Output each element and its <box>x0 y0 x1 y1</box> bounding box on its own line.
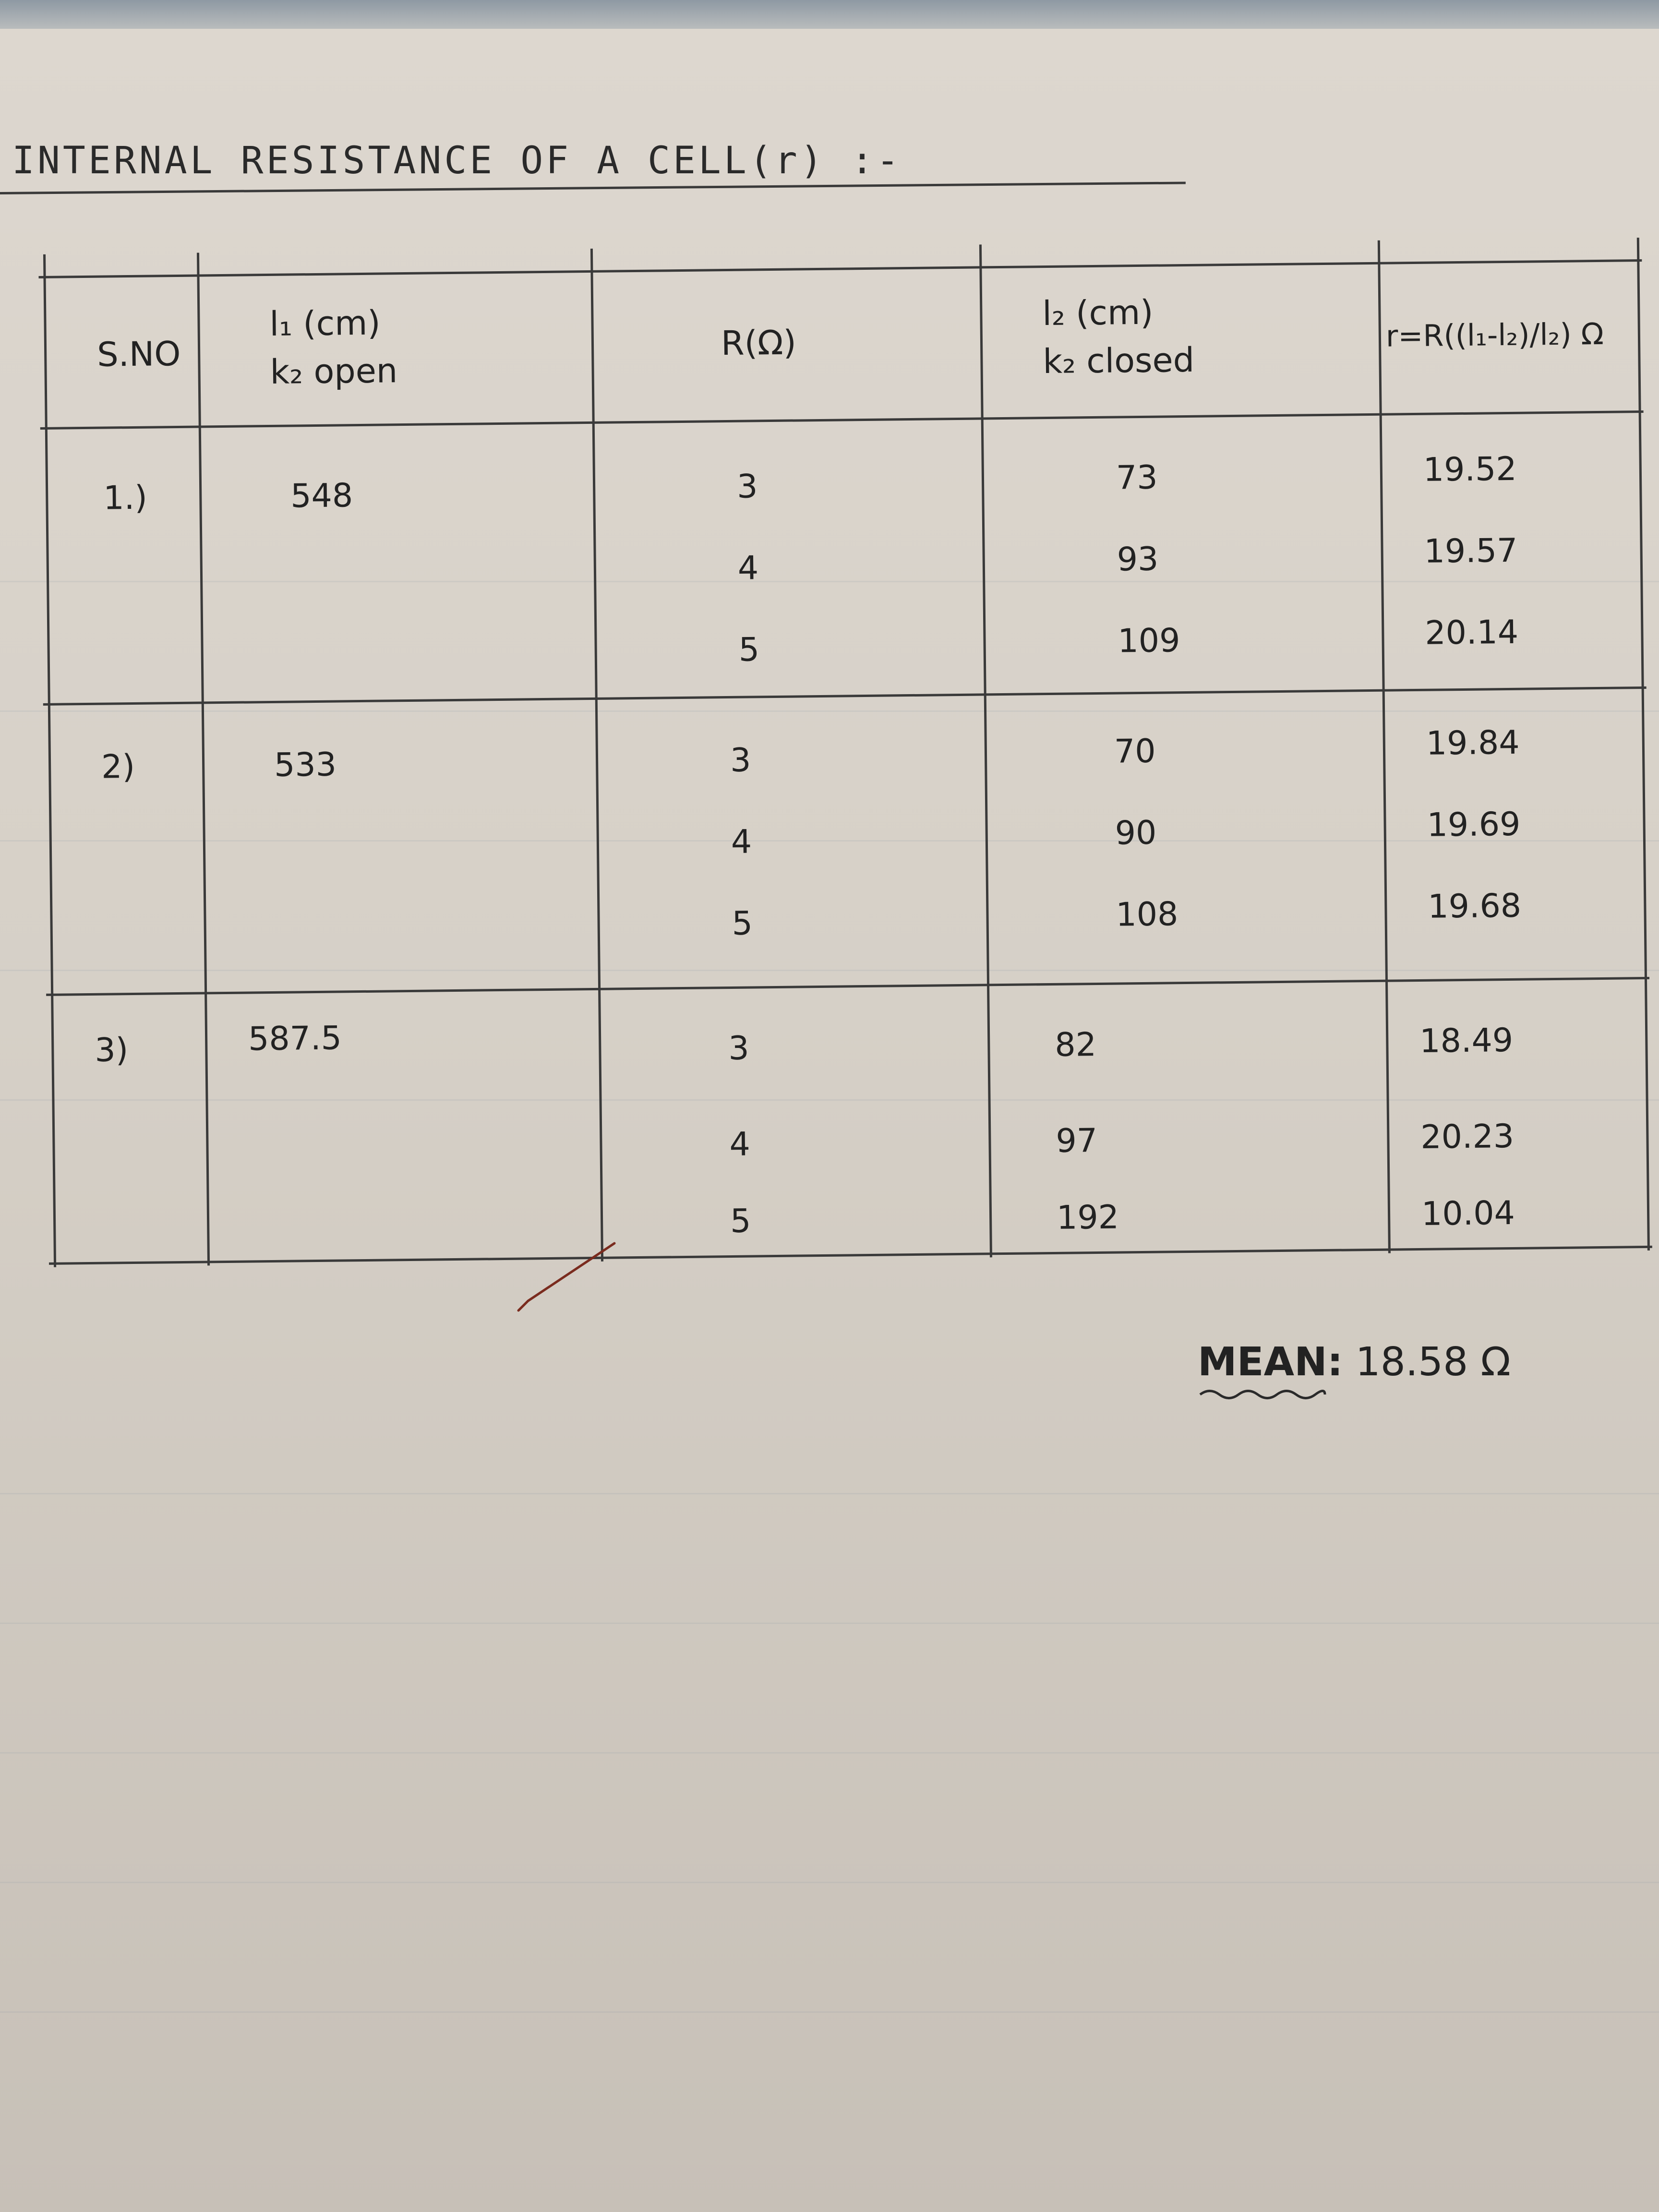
group-3-row-3-R: 5 <box>730 1202 751 1241</box>
group-2-l1: 533 <box>274 745 337 784</box>
group-2-row-2-l2: 90 <box>1115 814 1157 853</box>
group-1-row-2-r: 19.57 <box>1424 531 1518 571</box>
col-divider-l1 <box>590 249 603 1262</box>
mean-label: MEAN: <box>1198 1339 1343 1385</box>
group-2-row-2-R: 4 <box>731 823 752 861</box>
group-2-sno: 2) <box>101 747 135 786</box>
header-l1-line2: k₂ open <box>270 351 398 392</box>
faint-ruled-line <box>0 1882 1659 1883</box>
group-2-row-1-l2: 70 <box>1114 732 1156 771</box>
header-l2-line2: k₂ closed <box>1043 340 1195 382</box>
group-1-sno: 1.) <box>103 479 148 517</box>
group-divider-2 <box>46 977 1649 996</box>
observation-table <box>38 238 1652 1267</box>
group-3-row-2-r: 20.23 <box>1420 1117 1515 1156</box>
group-3-sno: 3) <box>94 1031 129 1070</box>
header-r: R(Ω) <box>721 323 797 363</box>
header-divider <box>40 410 1644 430</box>
group-2-row-3-l2: 108 <box>1116 895 1178 934</box>
header-l2-line1: l₂ (cm) <box>1042 292 1154 334</box>
page-title: INTERNAL RESISTANCE OF A CELL(r) :- <box>12 139 902 182</box>
group-3-row-2-R: 4 <box>729 1125 751 1164</box>
group-3-row-1-r: 18.49 <box>1419 1021 1514 1060</box>
header-formula: r=R((l₁-l₂)/l₂) Ω <box>1385 316 1604 354</box>
group-1-row-1-l2: 73 <box>1116 458 1158 497</box>
group-2-row-2-r: 19.69 <box>1427 805 1521 844</box>
mean-value: 18.58 Ω <box>1355 1339 1511 1385</box>
red-tick-mark-icon <box>514 1238 619 1315</box>
group-1-row-1-R: 3 <box>736 468 758 506</box>
group-3-row-1-R: 3 <box>728 1029 750 1068</box>
table-top-border <box>38 259 1642 278</box>
group-3-l1: 587.5 <box>248 1019 342 1058</box>
col-divider-r <box>979 244 992 1257</box>
group-3-row-2-l2: 97 <box>1056 1122 1098 1160</box>
group-2-row-3-r: 19.68 <box>1427 887 1522 926</box>
group-1-row-3-r: 20.14 <box>1425 613 1519 652</box>
group-1-row-1-r: 19.52 <box>1423 450 1517 489</box>
col-divider-l2 <box>1378 240 1391 1253</box>
mean-result <box>1198 1339 1511 1385</box>
header-l1-line1: l₁ (cm) <box>269 303 381 344</box>
group-3-row-3-r: 10.04 <box>1421 1194 1515 1233</box>
group-3-row-1-l2: 82 <box>1054 1026 1097 1064</box>
col-divider-sno <box>197 252 210 1265</box>
mean-underline-squiggle <box>1198 1387 1327 1402</box>
group-1-row-2-l2: 93 <box>1117 540 1159 579</box>
group-1-l1: 548 <box>290 477 353 516</box>
group-1-row-3-l2: 109 <box>1118 622 1180 661</box>
faint-ruled-line <box>0 1623 1659 1624</box>
group-divider-1 <box>43 686 1647 706</box>
group-2-row-1-R: 3 <box>730 741 751 780</box>
faint-ruled-line <box>0 2011 1659 2013</box>
group-2-row-3-R: 5 <box>732 904 753 943</box>
faint-ruled-line <box>0 1493 1659 1494</box>
group-3-row-3-l2: 192 <box>1056 1198 1119 1237</box>
page-top-edge <box>0 0 1659 29</box>
group-1-row-3-R: 5 <box>738 631 760 669</box>
header-sno: S.NO <box>96 334 181 374</box>
group-1-row-2-R: 4 <box>737 549 759 588</box>
faint-ruled-line <box>0 1752 1659 1754</box>
group-2-row-1-r: 19.84 <box>1426 723 1520 763</box>
